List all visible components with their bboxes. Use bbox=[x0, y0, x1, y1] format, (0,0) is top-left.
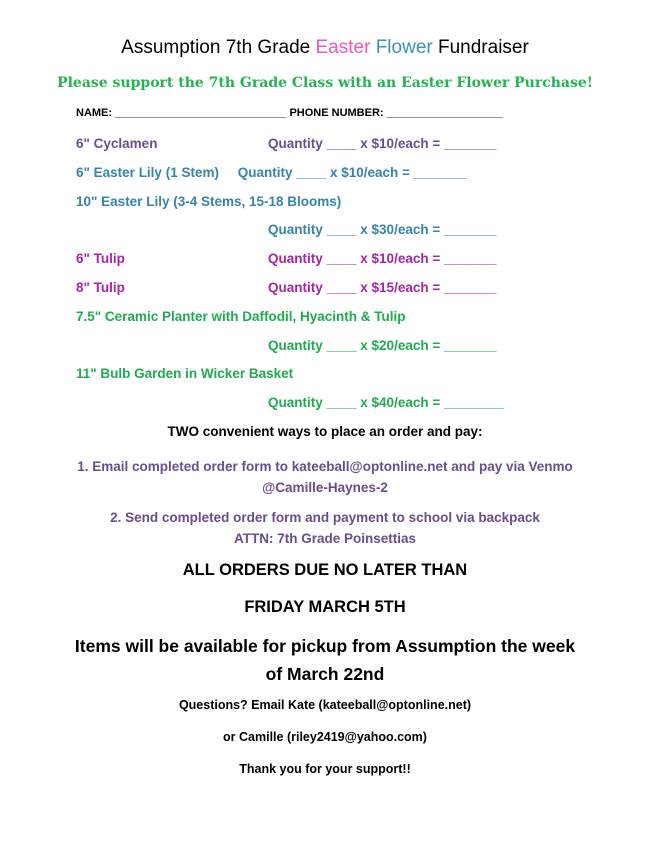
title-prefix: Assumption 7th Grade bbox=[121, 37, 316, 58]
item-tulip-6-quantity: Quantity ____ x $10/each = _______ bbox=[268, 251, 497, 266]
thank-you-line: Thank you for your support!! bbox=[239, 762, 411, 776]
item-easter-lily-1: 6" Easter Lily (1 Stem) Quantity ____ x $10/each = _______ bbox=[76, 165, 467, 180]
item-ceramic-planter-quantity: Quantity ____ x $20/each = _______ bbox=[268, 338, 497, 353]
instruction-email: 1. Email completed order form to kateeball@optonline.net and pay via Venmo @Camille-Haynes-2 bbox=[77, 459, 573, 495]
item-easter-lily-10-name: 10" Easter Lily (3-4 Stems, 15-18 Blooms) bbox=[76, 194, 342, 209]
item-cyclamen-quantity: Quantity ____ x $10/each = _______ bbox=[268, 136, 497, 151]
item-tulip-8-name: 8" Tulip bbox=[76, 280, 125, 295]
title-easter: Easter bbox=[315, 37, 371, 58]
item-cyclamen-name: 6" Cyclamen bbox=[76, 136, 158, 151]
questions-line: Questions? Email Kate (kateeball@optonline.net) bbox=[178, 698, 472, 712]
deadline-line-1: ALL ORDERS DUE NO LATER THAN bbox=[182, 561, 468, 579]
item-tulip-8-quantity: Quantity ____ x $15/each = _______ bbox=[268, 280, 497, 295]
deadline-line-2: FRIDAY MARCH 5TH bbox=[244, 598, 406, 616]
item-bulb-garden-name: 11" Bulb Garden in Wicker Basket bbox=[76, 366, 294, 381]
instruction-backpack: 2. Send completed order form and payment to school via backpack ATTN: 7th Grade Poinsettias bbox=[110, 510, 540, 546]
order-methods-heading: TWO convenient ways to place an order and pay: bbox=[167, 424, 483, 439]
pickup-notice: Items will be available for pickup from Assumption the week of March 22nd bbox=[74, 636, 576, 684]
item-bulb-garden-quantity: Quantity ____ x $40/each = ________ bbox=[268, 395, 505, 410]
page-title bbox=[0, 37, 650, 59]
title-suffix: Fundraiser bbox=[432, 37, 529, 58]
name-phone-fields: NAME: ____________________________ PHONE NUMBER: ___________________ bbox=[76, 107, 503, 119]
item-easter-lily-10-quantity: Quantity ____ x $30/each = _______ bbox=[268, 222, 497, 237]
title-flower: Flower bbox=[375, 37, 433, 58]
tagline: Please support the 7th Grade Class with an Easter Flower Purchase! bbox=[57, 75, 593, 91]
questions-alt-line: or Camille (riley2419@yahoo.com) bbox=[223, 730, 427, 744]
item-tulip-6-name: 6" Tulip bbox=[76, 251, 125, 266]
item-ceramic-planter-name: 7.5" Ceramic Planter with Daffodil, Hyacinth & Tulip bbox=[76, 309, 406, 324]
